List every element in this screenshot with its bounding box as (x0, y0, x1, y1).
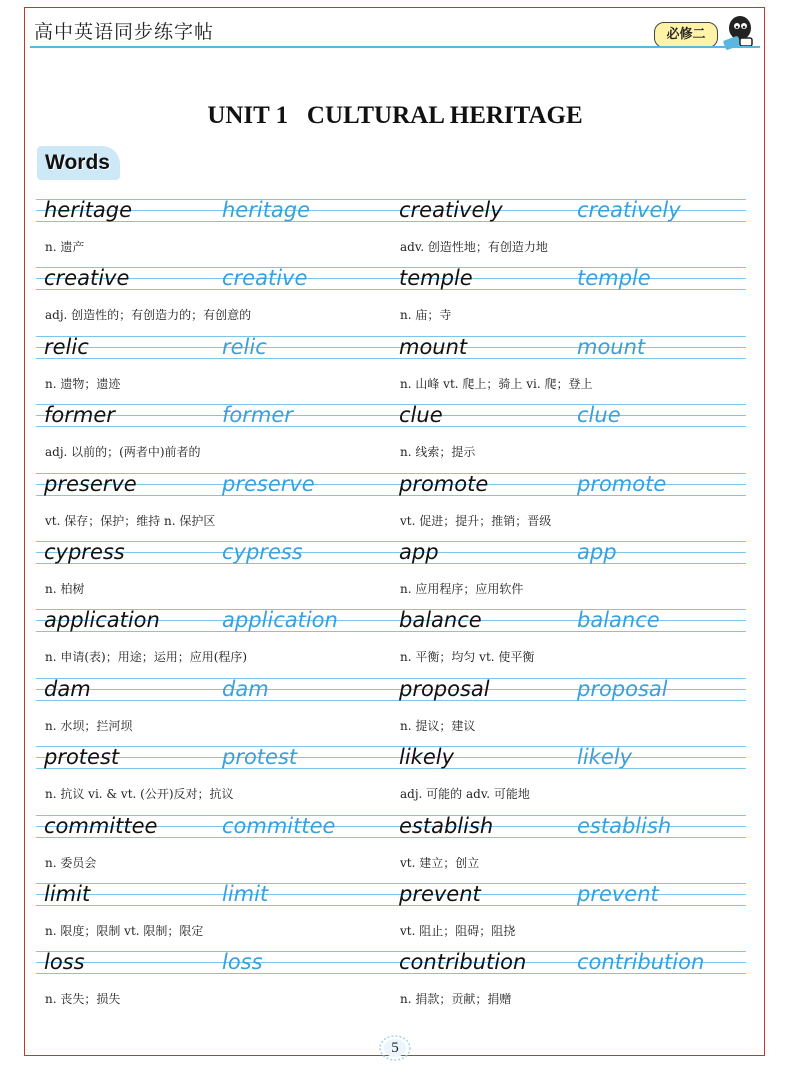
word-entry (391, 868, 751, 936)
vocab-meaning: vt. 促进；提升；推销；晋级 (400, 513, 552, 528)
vocab-meaning: adv. 创造性地；有创造力地 (400, 240, 548, 254)
vocab-word-copy: temple (577, 266, 651, 291)
guide-line (391, 563, 746, 564)
word-entry (36, 389, 396, 460)
vocab-word-copy: app (577, 540, 617, 564)
word-entry (391, 184, 751, 252)
word-entry (391, 389, 751, 460)
vocab-word-copy: mount (577, 334, 646, 359)
vocab-meaning: n. 抗议 vi. & vt. (公开)反对；抗议 (45, 787, 234, 802)
vocab-meaning: n. 线索；提示 (400, 445, 476, 460)
vocab-word: creative (44, 266, 130, 291)
vocab-word-copy: contribution (577, 950, 705, 975)
word-entry (391, 800, 751, 868)
vocab-word: prevent (399, 882, 481, 906)
vocab-word-copy: proposal (577, 676, 668, 701)
word-entry (36, 936, 396, 1007)
vocab-meaning: n. 柏树 (45, 582, 85, 596)
page-number: 5 (391, 1040, 399, 1056)
guide-line (391, 552, 746, 553)
vocab-meaning: n. 平衡；均匀 vt. 使平衡 (400, 650, 535, 665)
guide-line (391, 415, 746, 416)
vocab-word: heritage (44, 198, 133, 222)
vocab-word: likely (399, 745, 455, 770)
vocab-meaning: vt. 保存；保护；维持 n. 保护区 (45, 513, 216, 528)
vocab-word: application (44, 608, 160, 633)
vocab-word-copy: prevent (577, 882, 659, 906)
vocab-word-copy: former (222, 403, 293, 428)
section-label: Words (37, 146, 120, 180)
word-entry (36, 868, 396, 936)
guide-line (36, 951, 391, 952)
word-entry (391, 458, 751, 526)
vocab-meaning: n. 遗物；遗迹 (45, 376, 121, 391)
word-entry (36, 321, 396, 389)
vocab-word: contribution (399, 950, 527, 975)
vocab-word: former (44, 403, 115, 428)
vocab-meaning: n. 遗产 (45, 240, 85, 254)
guide-line (36, 347, 391, 348)
page-number-badge (377, 1034, 413, 1062)
guide-line (36, 336, 391, 337)
vocab-meaning: vt. 建立；创立 (400, 855, 480, 870)
vocab-word-copy: clue (577, 403, 621, 428)
vocab-word-copy: limit (222, 882, 269, 906)
unit-title: UNIT 1 CULTURAL HERITAGE (207, 102, 583, 129)
word-entry (391, 663, 751, 731)
vocab-meaning: n. 申请(表)；用途；运用；应用(程序) (45, 650, 248, 665)
vocab-word: dam (44, 676, 91, 701)
guide-line (391, 541, 746, 542)
guide-line (36, 962, 391, 963)
vocab-meaning: vt. 阻止；阻碍；阻挠 (400, 924, 516, 938)
vocab-word: clue (399, 403, 443, 428)
word-entry (391, 731, 751, 802)
vocab-word: loss (44, 950, 85, 975)
vocab-meaning: n. 捐款；贡献；捐赠 (400, 992, 512, 1007)
vocab-word: committee (44, 813, 158, 838)
vocab-word-copy: balance (577, 608, 660, 633)
vocab-word-copy: heritage (222, 198, 311, 222)
vocab-word-copy: cypress (222, 540, 303, 564)
word-entry (391, 594, 751, 665)
vocab-word-copy: committee (222, 813, 336, 838)
book-title: 高中英语同步练字帖 (34, 21, 215, 43)
guide-line (36, 358, 391, 359)
vocab-meaning: n. 应用程序；应用软件 (400, 582, 524, 596)
guide-line (391, 404, 746, 405)
vocab-meaning: adj. 以前的；(两者中)前者的 (45, 445, 201, 460)
vocab-word-copy: application (222, 608, 338, 633)
vocab-meaning: adj. 可能的 adv. 可能地 (400, 787, 530, 802)
word-entry (36, 184, 396, 252)
vocab-word: app (399, 540, 439, 564)
word-entry (391, 936, 751, 1007)
vocab-meaning: n. 限度；限制 vt. 限制；限定 (45, 924, 204, 938)
volume-badge: 必修二 (654, 22, 718, 48)
vocab-word: balance (399, 608, 482, 633)
vocab-word: protest (44, 745, 120, 770)
vocab-word: preserve (44, 471, 137, 496)
word-entry (36, 252, 396, 323)
vocab-word: proposal (399, 676, 490, 701)
word-entry (36, 800, 396, 868)
vocab-meaning: n. 提议；建议 (400, 718, 476, 733)
vocab-word-copy: likely (577, 745, 633, 770)
guide-line (391, 426, 746, 427)
word-entry (36, 594, 396, 665)
vocab-meaning: adj. 创造性的；有创造力的；有创意的 (45, 308, 252, 323)
word-entry (36, 458, 396, 526)
vocab-word-copy: loss (222, 950, 263, 975)
vocab-word: mount (399, 334, 468, 359)
vocab-word-copy: establish (577, 813, 672, 838)
word-entry (391, 252, 751, 323)
word-entry (36, 663, 396, 731)
word-entry (391, 526, 751, 594)
vocab-word: creatively (399, 198, 503, 222)
vocab-meaning: n. 委员会 (45, 855, 97, 870)
vocab-word: promote (399, 471, 489, 496)
vocab-word-copy: creative (222, 266, 308, 291)
vocab-meaning: n. 庙；寺 (400, 308, 452, 323)
vocab-meaning: n. 山峰 vt. 爬上；骑上 vi. 爬；登上 (400, 376, 593, 391)
vocab-word-copy: creatively (577, 198, 681, 222)
word-entry (36, 731, 396, 802)
vocab-word: relic (44, 334, 89, 359)
vocab-word-copy: protest (222, 745, 298, 770)
vocab-meaning: n. 丧失；损失 (45, 992, 121, 1007)
word-entry (36, 526, 396, 594)
vocab-word-copy: dam (222, 676, 269, 701)
vocab-meaning: n. 水坝；拦河坝 (45, 718, 133, 733)
header-rule (30, 46, 760, 48)
vocab-word: limit (44, 882, 91, 906)
vocab-word: temple (399, 266, 473, 291)
word-entry (391, 321, 751, 389)
vocab-word: cypress (44, 540, 125, 564)
guide-line (36, 973, 391, 974)
vocab-word-copy: preserve (222, 471, 315, 496)
vocab-word-copy: promote (577, 471, 667, 496)
vocab-word-copy: relic (222, 334, 267, 359)
vocab-word: establish (399, 813, 494, 838)
